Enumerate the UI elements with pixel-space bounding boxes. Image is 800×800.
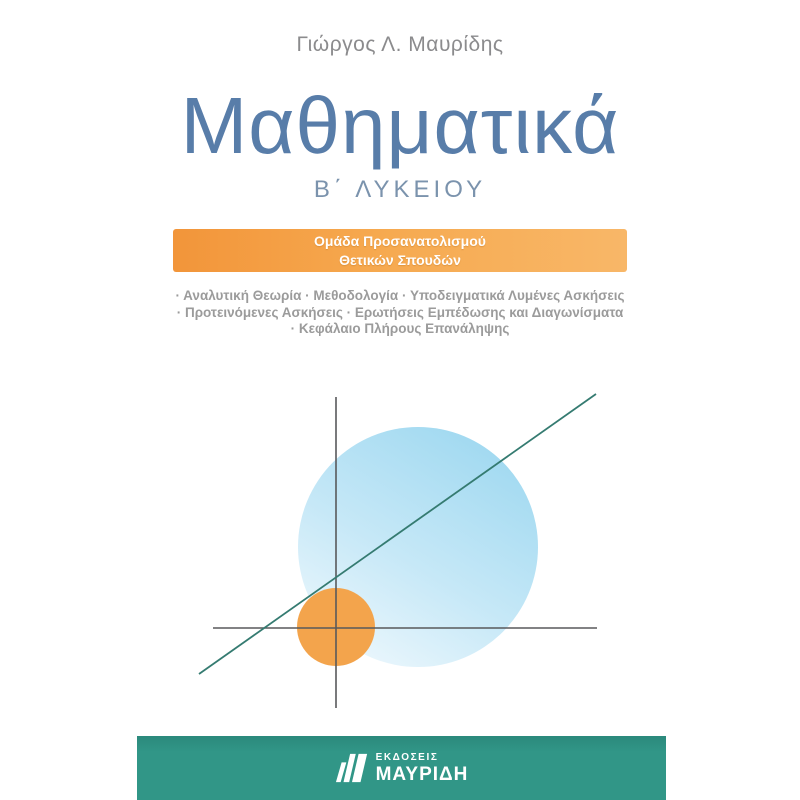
book-title: Μαθηματικά <box>180 81 620 170</box>
math-illustration <box>150 370 650 730</box>
publisher-eyebrow: ΕΚΔΟΣΕΙΣ <box>375 751 439 763</box>
publisher-band <box>137 736 666 800</box>
feature-line: · Προτεινόμενες Ασκήσεις · Ερωτήσεις Εμπέδωσης και Διαγωνίσματα <box>176 304 624 320</box>
orientation-banner-line1: Ομάδα Προσανατολισμού <box>314 232 486 249</box>
feature-list <box>0 288 800 338</box>
author-name: Γιώργος Λ. Μαυρίδης <box>296 33 504 56</box>
publisher-name: ΜΑΥΡΙΔΗ <box>375 763 469 785</box>
publisher-logo-lockup <box>335 752 469 785</box>
feature-line: · Αναλυτική Θεωρία · Μεθοδολογία · Υποδειγματικά Λυμένες Ασκήσεις <box>175 288 625 303</box>
feature-line: · Κεφάλαιο Πλήρους Επανάληψης <box>290 321 510 336</box>
publisher-logo-icon <box>335 752 369 784</box>
orientation-banner <box>173 229 627 272</box>
orientation-banner-line2: Θετικών Σπουδών <box>339 251 461 268</box>
book-subtitle: Β΄ ΛΥΚΕΙΟΥ <box>313 176 487 203</box>
